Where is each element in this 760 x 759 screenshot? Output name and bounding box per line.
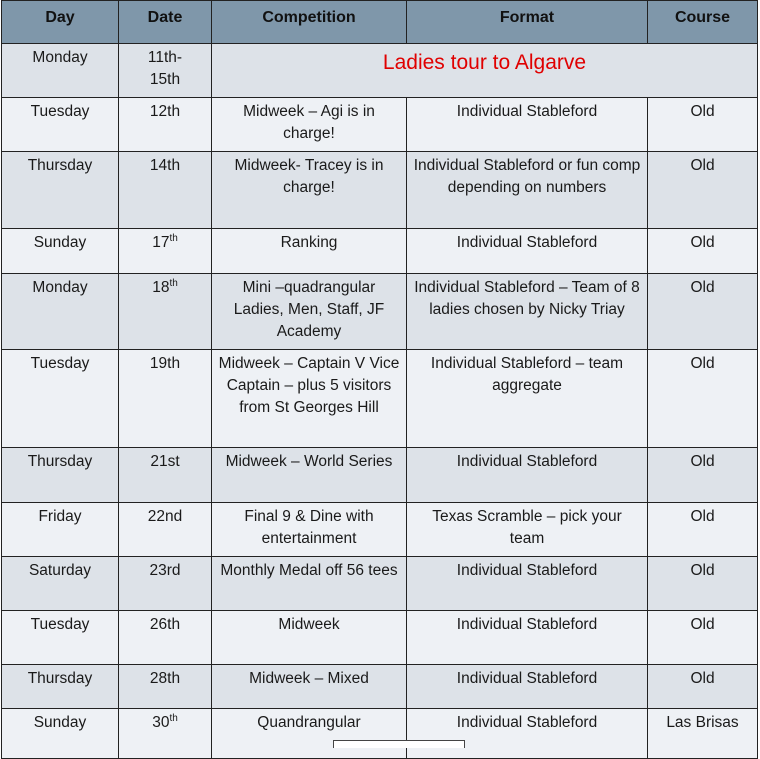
table-row [2, 611, 758, 665]
header-day: Day [2, 1, 119, 44]
cell-course: Old [648, 350, 758, 448]
date-number: 17 [152, 234, 170, 251]
cell-competition: Midweek – Agi is in charge! [212, 98, 407, 152]
cell-competition: Final 9 & Dine with entertainment [212, 503, 407, 557]
cell-course: Old [648, 448, 758, 503]
cell-format: Individual Stableford – Team of 8 ladies chosen by Nicky Triay [407, 274, 648, 350]
cell-date: 21st [119, 448, 212, 503]
cell-course: Old [648, 152, 758, 229]
table-row [2, 350, 758, 448]
header-row [2, 1, 758, 44]
cell-day: Saturday [2, 557, 119, 611]
cell-date: 22nd [119, 503, 212, 557]
cell-course: Old [648, 229, 758, 274]
fixtures-table [1, 0, 758, 759]
table-row [2, 44, 758, 98]
date-number: 30 [152, 714, 170, 731]
cell-competition: Mini –quadrangular Ladies, Men, Staff, JF Academy [212, 274, 407, 350]
header-format: Format [407, 1, 648, 44]
cell-day: Monday [2, 274, 119, 350]
cell-competition: Midweek- Tracey is in charge! [212, 152, 407, 229]
cell-format: Individual Stableford [407, 611, 648, 665]
header-competition: Competition [212, 1, 407, 44]
cell-format: Texas Scramble – pick your team [407, 503, 648, 557]
cell-format: Individual Stableford – team aggregate [407, 350, 648, 448]
table-row [2, 557, 758, 611]
cell-day: Tuesday [2, 98, 119, 152]
cell-date: 28th [119, 665, 212, 709]
cell-competition: Midweek [212, 611, 407, 665]
cell-day: Friday [2, 503, 119, 557]
cell-date [119, 274, 212, 350]
cell-format: Individual Stableford [407, 229, 648, 274]
cell-course: Old [648, 98, 758, 152]
header-course: Course [648, 1, 758, 44]
table-row [2, 448, 758, 503]
cell-format: Individual Stableford or fun comp depending on numbers [407, 152, 648, 229]
cell-competition: Midweek – Mixed [212, 665, 407, 709]
cell-course: Las Brisas [648, 709, 758, 759]
cell-format: Individual Stableford [407, 665, 648, 709]
cell-day: Thursday [2, 665, 119, 709]
header-date: Date [119, 1, 212, 44]
cell-date: 19th [119, 350, 212, 448]
table-row [2, 665, 758, 709]
cell-format: Individual Stableford [407, 557, 648, 611]
cell-date [119, 229, 212, 274]
cell-date [119, 709, 212, 759]
cell-day: Sunday [2, 709, 119, 759]
cell-competition: Quandrangular [212, 709, 407, 759]
cell-course: Old [648, 665, 758, 709]
cell-date: 26th [119, 611, 212, 665]
cell-date: 11th- 15th [119, 44, 212, 98]
table-row [2, 152, 758, 229]
date-suffix: th [169, 713, 178, 724]
cell-course: Old [648, 611, 758, 665]
cell-course: Old [648, 557, 758, 611]
date-number: 18 [152, 279, 170, 296]
banner-cell: Ladies tour to Algarve [212, 44, 758, 98]
cell-day: Sunday [2, 229, 119, 274]
table-row [2, 709, 758, 759]
cell-format: Individual Stableford [407, 709, 648, 759]
table-row [2, 229, 758, 274]
cell-course: Old [648, 274, 758, 350]
date-suffix: th [169, 278, 178, 289]
cell-competition: Monthly Medal off 56 tees [212, 557, 407, 611]
cell-format: Individual Stableford [407, 98, 648, 152]
table-row [2, 98, 758, 152]
cell-competition: Midweek – World Series [212, 448, 407, 503]
cell-competition: Ranking [212, 229, 407, 274]
cell-day: Thursday [2, 152, 119, 229]
cell-day: Tuesday [2, 611, 119, 665]
cell-date: 14th [119, 152, 212, 229]
cell-format: Individual Stableford [407, 448, 648, 503]
cell-date: 12th [119, 98, 212, 152]
cell-day: Thursday [2, 448, 119, 503]
cell-date: 23rd [119, 557, 212, 611]
cell-competition: Midweek – Captain V Vice Captain – plus 5 visitors from St Georges Hill [212, 350, 407, 448]
table-row [2, 503, 758, 557]
cell-day: Tuesday [2, 350, 119, 448]
date-suffix: th [169, 233, 178, 244]
table-row [2, 274, 758, 350]
cell-course: Old [648, 503, 758, 557]
cell-day: Monday [2, 44, 119, 98]
